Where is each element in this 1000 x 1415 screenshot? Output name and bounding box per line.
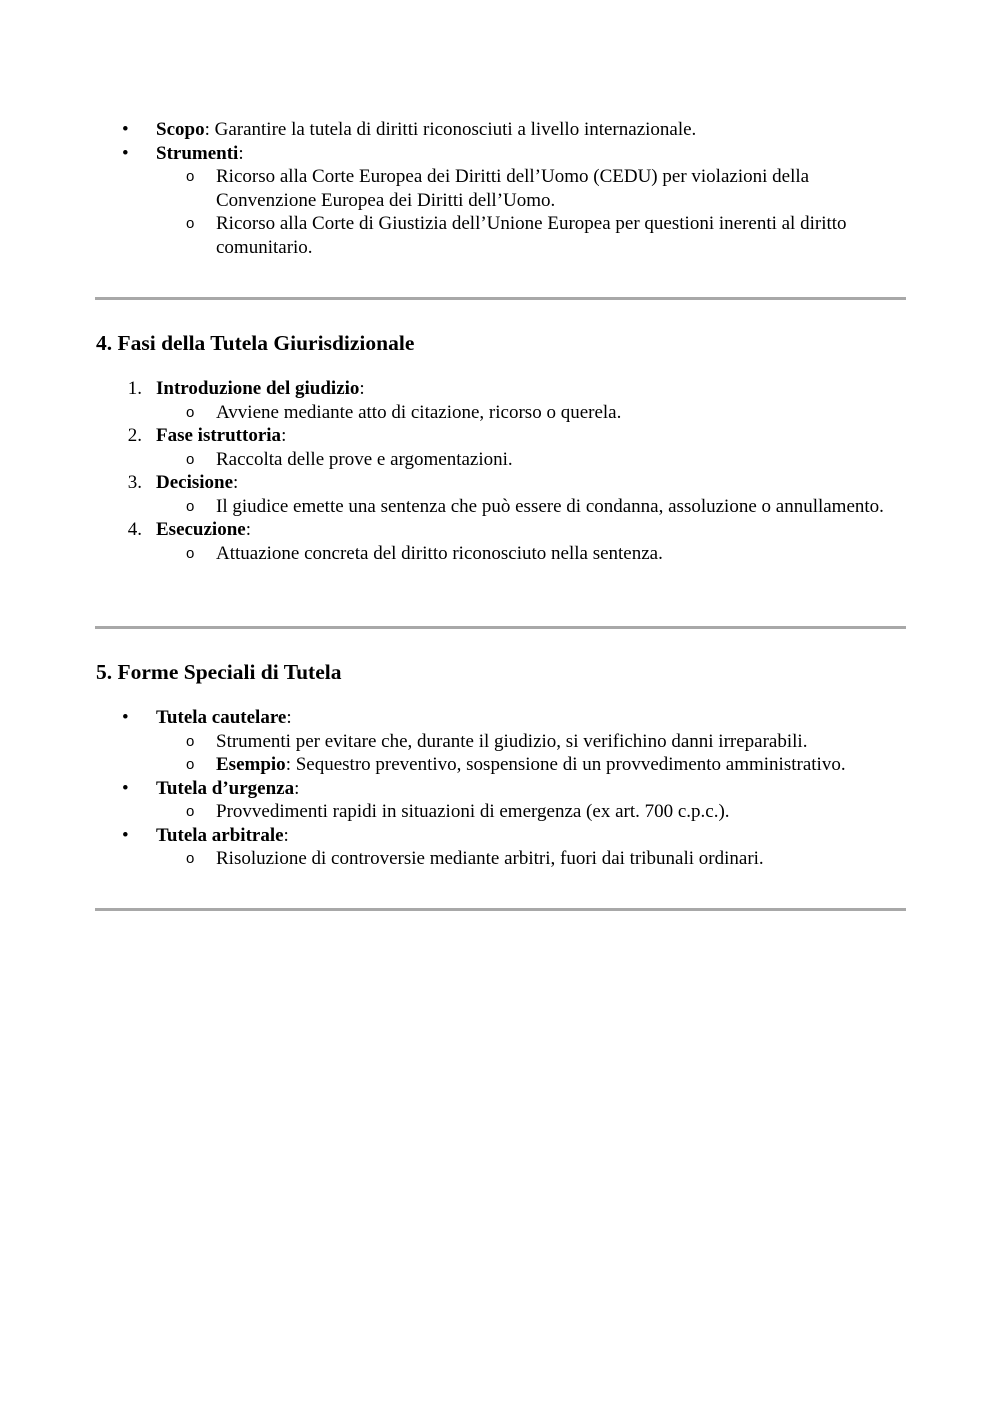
sub-item-text: Raccolta delle prove e argomentazioni. [216, 448, 513, 470]
sub-item-text: Ricorso alla Corte Europea dei Diritti dell’Uomo (CEDU) per violazioni della Convenzione Europea dei Diritti dell’Uomo. [216, 166, 810, 211]
section-5-list [96, 706, 906, 871]
item-label: Tutela d’urgenza [156, 777, 295, 799]
item-text: : [286, 707, 292, 728]
sub-list-item [156, 495, 906, 519]
list-item-tutela-arbitrale [96, 824, 906, 871]
item-text: : [281, 425, 287, 446]
sub-bullet-marker: o [186, 732, 195, 750]
item-label: Fase istruttoria [156, 425, 282, 446]
item-label: Tutela cautelare [156, 707, 287, 728]
item-text: : [233, 472, 239, 493]
bullet-marker: • [122, 142, 129, 164]
number-marker: 4. [127, 519, 142, 540]
section-5-list-block [96, 706, 906, 871]
item-text: : [359, 378, 365, 399]
sub-bullet-marker: o [186, 756, 195, 773]
sub-bullet-marker: o [186, 803, 195, 820]
number-marker: 1. [127, 378, 142, 399]
item-text: : [283, 824, 289, 846]
sub-item-text: Il giudice emette una sentenza che può essere di condanna, assoluzione o annullamento. [216, 495, 884, 517]
section-4-heading: 4. Fasi della Tutela Giurisdizionale [96, 331, 415, 355]
list-item-esecuzione [96, 518, 906, 565]
item-text: : [238, 142, 244, 164]
sub-bullet-marker: o [186, 403, 195, 421]
sub-list [156, 542, 906, 566]
sub-list [156, 730, 906, 777]
sub-item-text: : Sequestro preventivo, sospensione di un provvedimento amministrativo. [285, 754, 846, 775]
sub-list [156, 847, 906, 871]
sub-item-text: Avviene mediante atto di citazione, ricorso o querela. [216, 401, 622, 423]
sub-list-item [156, 542, 906, 566]
sub-bullet-marker: o [186, 544, 195, 562]
list-item-tutela-urgenza [96, 777, 906, 824]
section-4-list-block [96, 377, 906, 565]
sub-list [156, 800, 906, 824]
section-4-ordered-list [96, 377, 906, 565]
sub-item-text: Ricorso alla Corte di Giustizia dell’Unione Europea per questioni inerenti al diritto comunitario. [216, 213, 847, 258]
sub-item-label: Esempio [216, 754, 286, 775]
list-item-scopo [96, 118, 906, 142]
list-item-decisione [96, 471, 906, 518]
list-item-tutela-cautelare [96, 706, 906, 777]
sub-list-item [156, 401, 906, 425]
section-5-heading: 5. Forme Speciali di Tutela [96, 660, 342, 684]
sub-list-item [156, 730, 906, 754]
sub-list-item [156, 753, 906, 777]
sub-item-text: Strumenti per evitare che, durante il giudizio, si verifichino danni irreparabili. [216, 730, 808, 752]
number-marker: 3. [127, 472, 142, 493]
sub-list [156, 495, 906, 519]
sub-list [156, 448, 906, 472]
item-label: Scopo [156, 119, 205, 140]
list-item-strumenti [96, 142, 906, 260]
sub-bullet-marker: o [186, 215, 195, 232]
number-marker: 2. [127, 425, 142, 446]
sub-bullet-marker: o [186, 497, 195, 515]
item-label: Decisione [156, 472, 234, 493]
item-text: : [294, 777, 300, 799]
item-label: Introduzione del giudizio [156, 378, 360, 399]
sub-list [156, 165, 906, 259]
horizontal-rule [95, 626, 906, 629]
bullet-marker: • [122, 119, 129, 140]
sub-item-text: Provvedimenti rapidi in situazioni di emergenza (ex art. 700 c.p.c.). [216, 801, 730, 822]
sub-bullet-marker: o [186, 450, 195, 468]
bullet-marker: • [122, 777, 129, 799]
item-label: Esecuzione [156, 519, 246, 540]
sub-list [156, 401, 906, 425]
item-text: : [245, 519, 251, 540]
list-item-fase-istruttoria [96, 424, 906, 471]
sub-list-item [156, 448, 906, 472]
sub-item-text: Risoluzione di controversie mediante arbitri, fuori dai tribunali ordinari. [216, 848, 764, 869]
section-3-list-block [96, 118, 906, 259]
bullet-marker: • [122, 707, 129, 728]
item-label: Tutela arbitrale [156, 824, 284, 846]
sub-bullet-marker: o [186, 850, 195, 867]
sub-list-item [156, 800, 906, 824]
sub-list-item [156, 212, 906, 259]
list-item-introduzione [96, 377, 906, 424]
section-3-list [96, 118, 906, 259]
sub-list-item [156, 165, 906, 212]
sub-item-text: Attuazione concreta del diritto riconosciuto nella sentenza. [216, 542, 663, 564]
sub-list-item [156, 847, 906, 871]
bullet-marker: • [122, 824, 129, 846]
item-label: Strumenti [156, 142, 239, 164]
horizontal-rule [95, 297, 906, 300]
sub-bullet-marker: o [186, 168, 195, 185]
item-text: : Garantire la tutela di diritti riconosciuti a livello internazionale. [204, 119, 697, 140]
horizontal-rule [95, 908, 906, 911]
